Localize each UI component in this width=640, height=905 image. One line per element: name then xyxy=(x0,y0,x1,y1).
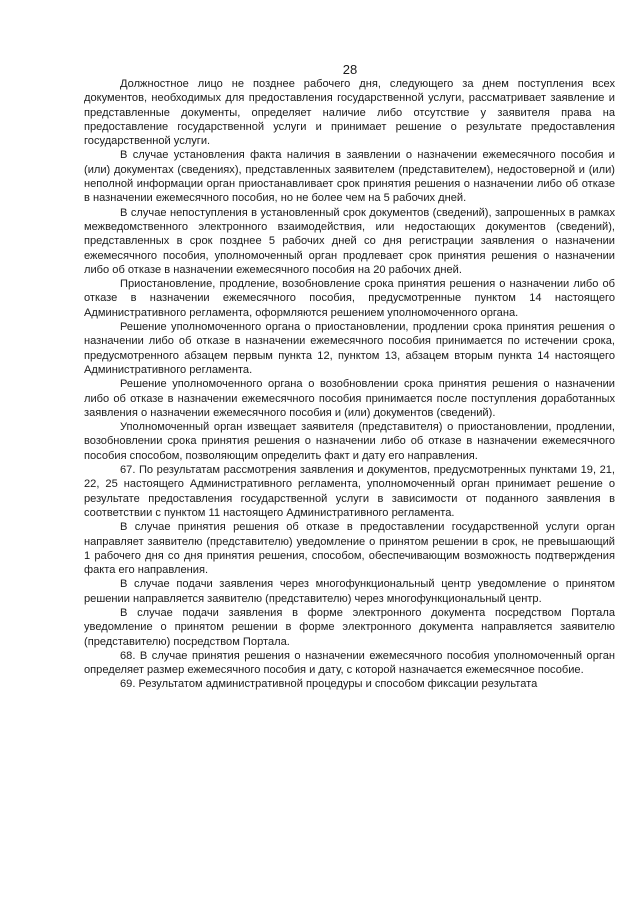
paragraph: В случае установления факта наличия в заявлении о назначении ежемесячного пособия и (или) документах (сведениях), представленных заявителем (представителем), недостоверной и (или) неполной информации орган приостанавливает срок принятия решения о назначении либо об отказе в назначении ежемесячного пособия, но не более чем на 5 рабочих дней. xyxy=(84,149,615,205)
page-number: 28 xyxy=(342,62,358,77)
paragraph: В случае подачи заявления через многофункциональный центр уведомление о принятом решении направляется заявителю (представителю) через многофункциональный центр. xyxy=(84,578,615,605)
paragraph: Приостановление, продление, возобновление срока принятия решения о назначении либо об отказе в назначении ежемесячного пособия, предусмотренные пунктом 14 настоящего Административного регламента, оформляются решением уполномоченного органа. xyxy=(84,278,615,319)
paragraph: Решение уполномоченного органа о приостановлении, продлении срока принятия решения о назначении либо об отказе в назначении ежемесячного пособия принимается по истечении срока, предусмотренного абзацем первым пункта 12, пунктом 13, абзацем вторым пункта 14 настоящего Административного регламента. xyxy=(84,321,615,376)
paragraph: В случае непоступления в установленный срок документов (сведений), запрошенных в рамках межведомственного электронного взаимодействия, или недостающих документов (сведений), представленных в срок позднее 5 рабочих дней со дня регистрации заявления о назначении ежемесячного пособия, уполномоченный орган продлевает срок принятия решения о назначении либо об отказе в назначении ежемесячного пособия на 20 рабочих дней. xyxy=(84,206,615,276)
paragraph: 69. Результатом административной процедуры и способом фиксации результата xyxy=(120,678,538,691)
paragraph: Уполномоченный орган извещает заявителя (представителя) о приостановлении, продлении, возобновлении срока принятия решения о назначении либо об отказе в назначении ежемесячного пособия способом, позволяющим определить факт и дату его направления. xyxy=(84,421,615,462)
paragraph: 67. По результатам рассмотрения заявления и документов, предусмотренных пунктами 19, 21, 22, 25 настоящего Административного регламента, уполномоченный орган принимает решение о результате предоставления государственной услуги в зависимости от поданного заявления в соответствии с пунктом 11 настоящего Административного регламента. xyxy=(84,464,615,519)
paragraph: В случае подачи заявления в форме электронного документа посредством Портала уведомление о принятом решении в форме электронного документа направляется заявителю (представителю) посредством Портала. xyxy=(84,606,615,648)
paragraph: Должностное лицо не позднее рабочего дня, следующего за днем поступления всех документов, необходимых для предоставления государственной услуги, рассматривает заявление и представленные документы, определяет наличие либо отсутствие у заявителя права на предоставление государственной услуги и принимает решение о результате предоставления государственной услуги. xyxy=(84,78,615,148)
paragraph: В случае принятия решения об отказе в предоставлении государственной услуги орган направляет заявителю (представителю) уведомление о принятом решении в срок, не превышающий 1 рабочего дня со дня принятия решения, способом, обеспечивающим возможность подтверждения факта его направления. xyxy=(84,521,615,577)
document-body xyxy=(84,77,615,692)
paragraph: 68. В случае принятия решения о назначении ежемесячного пособия уполномоченный орган определяет размер ежемесячного пособия и дату, с которой назначается ежемесячное пособие. xyxy=(84,649,615,677)
paragraph: Решение уполномоченного органа о возобновлении срока принятия решения о назначении либо об отказе в назначении ежемесячного пособия принимается после поступления доработанных заявления о назначении ежемесячного пособия и (или) документов (сведений). xyxy=(84,378,615,419)
